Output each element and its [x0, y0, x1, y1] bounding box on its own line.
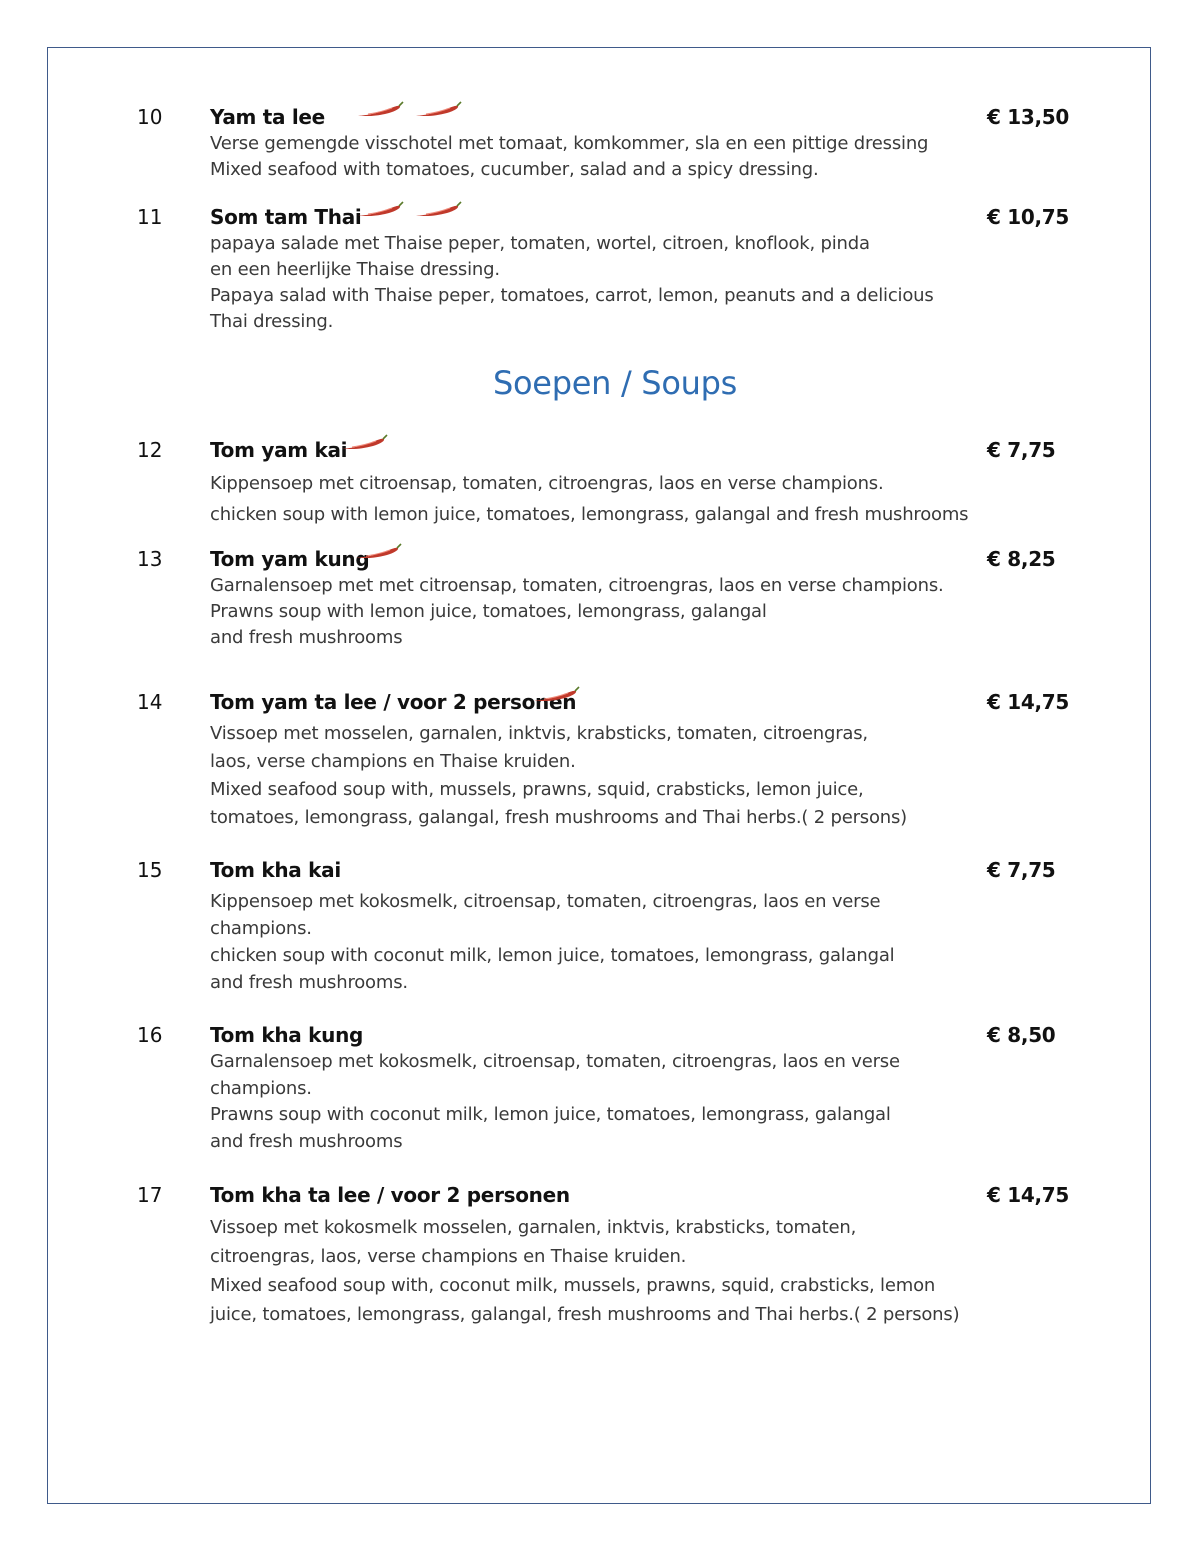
item-description [210, 888, 1000, 996]
item-number: 13 [137, 547, 163, 571]
description-line: and fresh mushrooms [210, 1130, 403, 1152]
item-description [210, 1049, 1000, 1155]
item-name: Tom kha ta lee / voor 2 personen [210, 1183, 570, 1207]
description-line: Mixed seafood with tomatoes, cucumber, salad and a spicy dressing. [210, 159, 819, 180]
item-price: € 10,75 [987, 205, 1070, 229]
item-price: € 8,50 [987, 1023, 1056, 1047]
item-name: Tom kha kung [210, 1023, 364, 1047]
description-line: Kippensoep met citroensap, tomaten, citroengras, laos en verse champions. [210, 473, 884, 494]
description-line: tomatoes, lemongrass, galangal, fresh mushrooms and Thai herbs.( 2 persons) [210, 807, 907, 828]
description-line: Verse gemengde visschotel met tomaat, komkommer, sla en een pittige dressing [210, 133, 929, 154]
item-number: 15 [137, 858, 163, 882]
description-line: and fresh mushrooms. [210, 972, 408, 993]
description-line: en een heerlijke Thaise dressing. [210, 259, 500, 280]
description-line: Garnalensoep met met citroensap, tomaten, citroengras, laos en verse champions. [210, 575, 944, 596]
item-price: € 13,50 [987, 105, 1070, 129]
description-line: chicken soup with lemon juice, tomatoes, lemongrass, galangal and fresh mushrooms [210, 504, 969, 525]
description-line: chicken soup with coconut milk, lemon juice, tomatoes, lemongrass, galangal [210, 945, 895, 966]
description-line: champions. [210, 1077, 312, 1099]
item-description [210, 131, 1000, 183]
item-number: 10 [137, 105, 163, 129]
item-number: 11 [137, 205, 163, 229]
description-line: Prawns soup with lemon juice, tomatoes, lemongrass, galangal [210, 601, 767, 622]
description-line: Garnalensoep met kokosmelk, citroensap, tomaten, citroengras, laos en verse [210, 1051, 900, 1072]
description-line: Vissoep met mosselen, garnalen, inktvis, krabsticks, tomaten, citroengras, [210, 723, 868, 744]
item-name: Tom yam ta lee / voor 2 personen [210, 690, 577, 714]
item-description [210, 231, 1000, 335]
description-line: Vissoep met kokosmelk mosselen, garnalen, inktvis, krabsticks, tomaten, [210, 1217, 857, 1238]
description-line: Kippensoep met kokosmelk, citroensap, tomaten, citroengras, laos en verse [210, 891, 881, 912]
item-name: Som tam Thai [210, 205, 362, 229]
description-line: and fresh mushrooms [210, 627, 403, 648]
description-line: papaya salade met Thaise peper, tomaten, wortel, citroen, knoflook, pinda [210, 233, 870, 254]
description-line: juice, tomatoes, lemongrass, galangal, fresh mushrooms and Thai herbs.( 2 persons) [210, 1304, 960, 1325]
description-line: citroengras, laos, verse champions en Thaise kruiden. [210, 1246, 687, 1267]
item-name: Yam ta lee [210, 105, 325, 129]
item-price: € 7,75 [987, 438, 1056, 462]
item-price: € 14,75 [987, 690, 1070, 714]
item-description [210, 468, 1000, 530]
description-line: Prawns soup with coconut milk, lemon juice, tomatoes, lemongrass, galangal [210, 1104, 891, 1125]
item-number: 12 [137, 438, 163, 462]
item-name: Tom yam kung [210, 547, 370, 571]
item-name: Tom kha kai [210, 858, 341, 882]
section-title-soups: Soepen / Soups [493, 364, 737, 402]
item-number: 17 [137, 1183, 163, 1207]
description-line: Papaya salad with Thaise peper, tomatoes, carrot, lemon, peanuts and a delicious [210, 285, 934, 306]
item-description [210, 720, 1000, 832]
item-description [210, 1213, 1000, 1329]
description-line: Thai dressing. [210, 311, 334, 332]
description-line: champions. [210, 918, 312, 939]
item-price: € 7,75 [987, 858, 1056, 882]
item-name: Tom yam kai [210, 438, 348, 462]
description-line: laos, verse champions en Thaise kruiden. [210, 751, 576, 772]
item-number: 16 [137, 1023, 163, 1047]
item-description [210, 573, 1000, 651]
item-price: € 8,25 [987, 547, 1056, 571]
description-line: Mixed seafood soup with, mussels, prawns, squid, crabsticks, lemon juice, [210, 779, 864, 800]
item-price: € 14,75 [987, 1183, 1070, 1207]
item-number: 14 [137, 690, 163, 714]
description-line: Mixed seafood soup with, coconut milk, mussels, prawns, squid, crabsticks, lemon [210, 1275, 936, 1296]
